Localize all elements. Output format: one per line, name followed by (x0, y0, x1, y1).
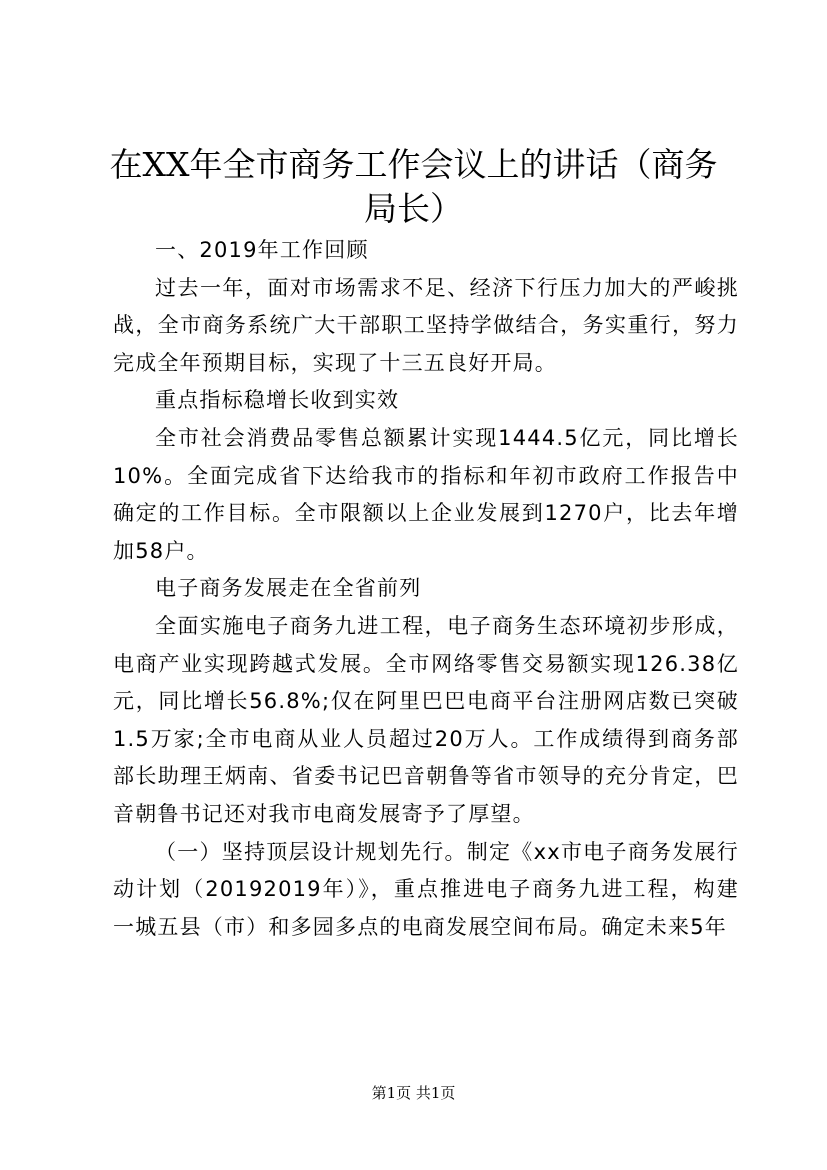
subsection-heading: 电子商务发展走在全省前列 (155, 576, 422, 601)
page-footer: 第1页 共1页 (371, 1084, 456, 1102)
section-heading: 一、2019年工作回顾 (155, 238, 369, 262)
subsection-heading: 重点指标稳增长收到实效 (155, 388, 400, 413)
document-title: 在XX年全市商务工作会议上的讲话（商务局长） (109, 145, 718, 228)
paragraph: 全面实施电子商务九进工程，电子商务生态环境初步形成，电商产业实现跨越式发展。全市网络零售交易额实现126.38亿元，同比增长56.8%;仅在阿里巴巴电商平台注册网店数已突破1.5万家;全市电商从业人员超过20万人。工作成绩得到商务部部长助理王炳南、省委书记巴音朝鲁等省市领导的充分肯定，巴音朝鲁书记还对我市电商发展寄予了厚望。 (113, 613, 739, 826)
paragraph: 过去一年，面对市场需求不足、经济下行压力加大的严峻挑战，全市商务系统广大干部职工坚持学做结合，务实重行，努力完成全年预期目标，实现了十三五良好开局。 (113, 275, 739, 375)
document-body (113, 232, 739, 946)
paragraph: （一）坚持顶层设计规划先行。制定《xx市电子商务发展行动计划（20192019年）》，重点推进电子商务九进工程，构建一城五县（市）和多园多点的电商发展空间布局。确定未来5年 (113, 839, 739, 939)
paragraph: 全市社会消费品零售总额累计实现1444.5亿元，同比增长10%。全面完成省下达给我市的指标和年初市政府工作报告中确定的工作目标。全市限额以上企业发展到1270户，比去年增加58户。 (113, 425, 739, 563)
